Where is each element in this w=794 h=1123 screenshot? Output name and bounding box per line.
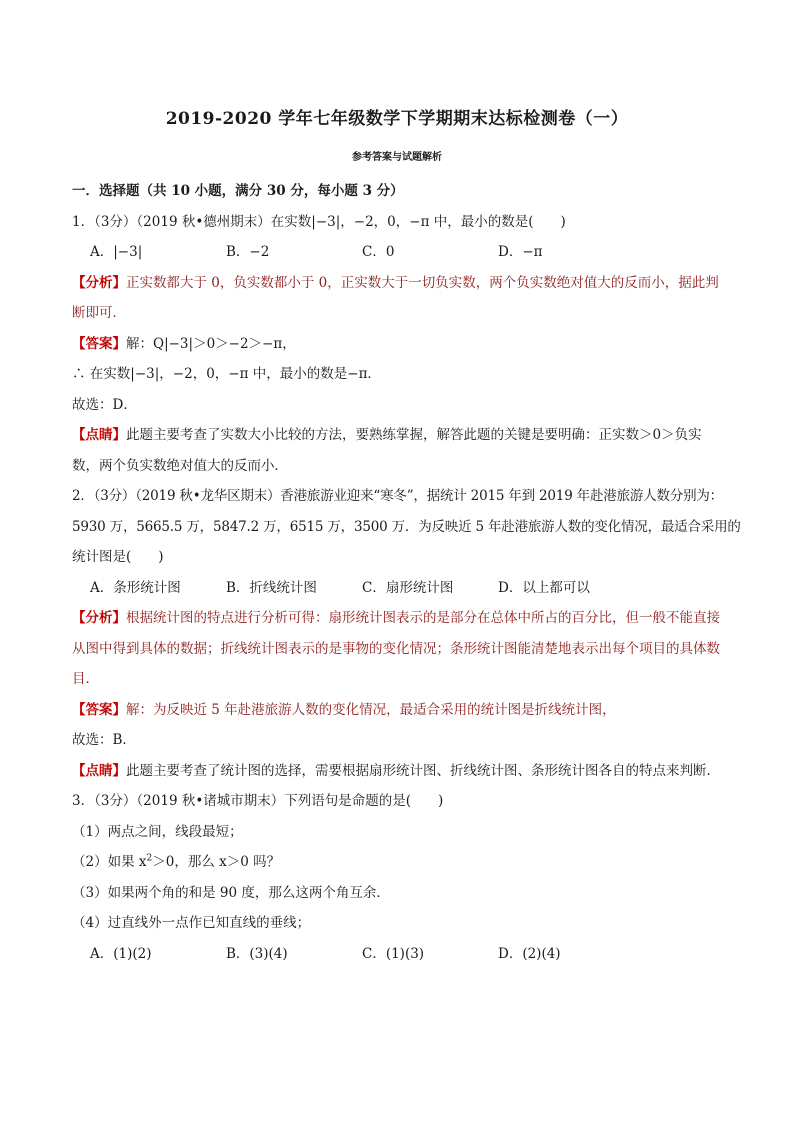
option-d: D．−π [498,244,543,260]
question-3-options [72,939,724,970]
analysis-label: 【分析】 [72,274,126,291]
question-2-answer [72,695,724,726]
option-c: C．(1)(3) [362,945,425,962]
comment-text: 此题主要考查了统计图的选择，需要根据扇形统计图、折线统计图、条形统计图各自的特点来判断． [126,762,720,779]
answer-text: 解：Q|−3|＞0＞−2＞−π， [126,335,296,352]
option-d: D．(2)(4) [498,945,561,962]
question-3-item-2: （2）如果 $x^2>0$，那么 x＞0 吗？ [72,853,281,870]
option-d: D．以上都可以 [498,579,590,596]
document-title: 2019-2020 学年七年级数学下学期期末达标检测卷（一） [165,109,629,129]
question-2-stem: 2．（3分）（2019 秋•龙华区期末）香港旅游业迎来“寒冬”，据统计 2015 年到 2019 年赴港旅游人数分别为： [72,488,723,504]
question-2-stem-line2: 5930 万，5665.5 万，5847.2 万，6515 万，3500 万．为反映近 5 年赴港旅游人数的变化情况，最适合采用的 [72,518,741,535]
option-c: C．0 [362,244,395,260]
question-1-choice: 故选：D． [72,396,137,413]
question-2-analysis [72,603,724,695]
question-2-stem-line3: 统计图是( ) [72,549,164,565]
question-1-options [72,237,724,268]
option-a: A．(1)(2) [90,945,152,962]
option-a: A．条形统计图 [90,579,181,596]
question-1-answer-line2: ∴ 在实数|−3|，−2，0，−π 中，最小的数是−π． [72,366,381,382]
option-b: B．−2 [226,244,270,260]
comment-label: 【点睛】 [72,762,126,779]
comment-label: 【点睛】 [72,427,126,443]
answer-text: 解：为反映近 5 年赴港旅游人数的变化情况，最适合采用的统计图是折线统计图， [126,701,616,718]
analysis-label: 【分析】 [72,610,126,626]
question-3-item-3: （3）如果两个角的和是 90 度，那么这两个角互余． [72,884,390,901]
answer-label: 【答案】 [72,335,126,352]
question-3-stem: 3．（3分）（2019 秋•诸城市期末）下列语句是命题的是( ) [72,793,444,809]
question-1-stem: 1．（3分）（2019 秋•德州期末）在实数|−3|，−2，0，−π 中，最小的数是( ) [72,213,566,230]
document-content [72,176,741,969]
analysis-text: 根据统计图的特点进行分析可得：扇形统计图表示的是部分在总体中所占的百分比，但一般不能直接从图中得到具体的数据；折线统计图表示的是事物的变化情况；条形统计图能清楚地表示出每个项目的具体数目． [72,610,720,687]
question-1-comment [72,420,724,481]
question-1-analysis [72,268,724,329]
comment-text: 此题主要考查了实数大小比较的方法，要熟练掌握，解答此题的关键是要明确：正实数＞0＞负实数，两个负实数绝对值大的反而小． [72,427,702,474]
option-c: C．扇形统计图 [362,579,454,596]
option-a: A．|−3| [90,244,143,260]
option-b: B．折线统计图 [226,579,317,596]
question-3-item-4: （4）过直线外一点作已知直线的垂线； [72,915,311,931]
analysis-text: 正实数都大于 0，负实数都小于 0，正实数大于一切负实数，两个负实数绝对值大的反而小，据此判断即可． [72,274,719,321]
question-2-options [72,573,724,604]
question-1-answer [72,329,724,360]
section-heading: 一．选择题（共 10 小题，满分 30 分，每小题 3 分） [72,183,404,199]
option-b: B．(3)(4) [226,945,288,962]
answer-label: 【答案】 [72,701,126,718]
question-2-choice: 故选：B． [72,732,136,748]
document-subtitle: 参考答案与试题解析 [352,152,442,163]
question-2-comment [72,756,724,787]
question-3-item-1: （1）两点之间，线段最短； [72,823,243,840]
